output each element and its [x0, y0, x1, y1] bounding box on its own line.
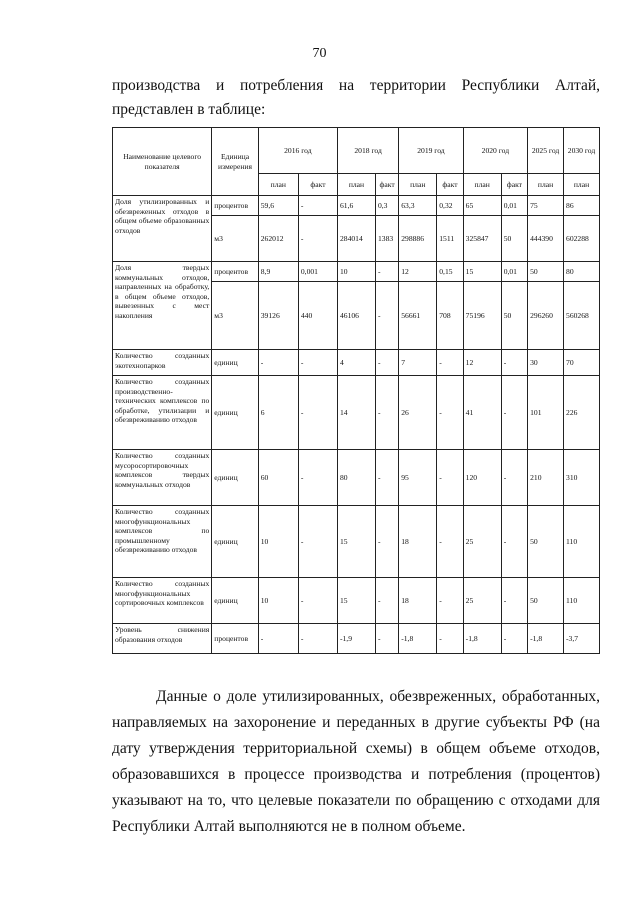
cell-value: 15	[463, 262, 501, 282]
cell-value: -	[375, 506, 398, 578]
subheader-plan: план	[564, 174, 600, 196]
cell-value: 50	[501, 216, 527, 262]
cell-value: -	[501, 376, 527, 450]
cell-value: 110	[564, 578, 600, 624]
col-header-2019: 2019 год	[399, 128, 463, 174]
cell-value: 110	[564, 506, 600, 578]
table-row	[113, 578, 600, 624]
cell-value: -	[501, 350, 527, 376]
cell-value: 226	[564, 376, 600, 450]
subheader-plan: план	[337, 174, 375, 196]
cell-value: 60	[258, 450, 298, 506]
cell-value: 26	[399, 376, 437, 450]
table-row	[113, 350, 600, 376]
cell-value: 50	[528, 262, 564, 282]
col-header-unit: Единица измерения	[212, 128, 258, 196]
row-unit: единиц	[212, 450, 258, 506]
cell-value: -	[501, 450, 527, 506]
cell-value: -	[298, 506, 337, 578]
cell-value: 120	[463, 450, 501, 506]
cell-value: -	[298, 450, 337, 506]
cell-value: -	[258, 624, 298, 654]
cell-value: 101	[528, 376, 564, 450]
cell-value: 0,01	[501, 196, 527, 216]
cell-value: 10	[258, 578, 298, 624]
cell-value: 65	[463, 196, 501, 216]
cell-value: 25	[463, 578, 501, 624]
col-header-2025: 2025 год	[528, 128, 564, 174]
cell-value: -	[437, 450, 463, 506]
cell-value: 1511	[437, 216, 463, 262]
cell-value: -	[501, 506, 527, 578]
row-name: Количество созданных экотехнопарков	[113, 350, 212, 376]
subheader-plan: план	[399, 174, 437, 196]
row-name: Количество созданных многофункциональных сортировочных комплексов	[113, 578, 212, 624]
cell-value: 0,001	[298, 262, 337, 282]
row-unit: м3	[212, 216, 258, 262]
cell-value: 325847	[463, 216, 501, 262]
cell-value: -3,7	[564, 624, 600, 654]
cell-value: 61,6	[337, 196, 375, 216]
cell-value: 50	[528, 578, 564, 624]
cell-value: -	[375, 350, 398, 376]
row-name: Уровень снижения образования отходов	[113, 624, 212, 654]
cell-value: 0,01	[501, 262, 527, 282]
cell-value: 95	[399, 450, 437, 506]
conclusion-text: Данные о доле утилизированных, обезвреженных, обработанных, направляемых на захоронение и переданных в другие субъекты РФ (на дату утверждения территориальной схемы) в общем объеме отходов, образовавшихся в процессе производства и потребления (процентов) указывают на то, что целевые показатели по обращению с отходами для Республики Алтай выполняются не в полном объеме.	[112, 688, 600, 835]
cell-value: 59,6	[258, 196, 298, 216]
table-row	[113, 376, 600, 450]
cell-value: -	[437, 376, 463, 450]
row-unit: единиц	[212, 376, 258, 450]
cell-value: 75	[528, 196, 564, 216]
cell-value: 298886	[399, 216, 437, 262]
row-name: Количество созданных многофункциональных комплексов по промышленному обезвреживанию отходов	[113, 506, 212, 578]
conclusion-paragraph	[112, 684, 600, 840]
cell-value: 12	[399, 262, 437, 282]
row-name: Доля утилизированных и обезвреженных отходов в общем объеме образованных отходов	[113, 196, 212, 262]
cell-value: -	[258, 350, 298, 376]
row-unit: процентов	[212, 624, 258, 654]
row-unit: м3	[212, 282, 258, 350]
cell-value: 56661	[399, 282, 437, 350]
cell-value: 15	[337, 578, 375, 624]
subheader-fact: факт	[437, 174, 463, 196]
cell-value: 0,15	[437, 262, 463, 282]
cell-value: 80	[564, 262, 600, 282]
table-row	[113, 624, 600, 654]
intro-line-2: представлен в таблице:	[112, 101, 266, 118]
cell-value: 4	[337, 350, 375, 376]
table-row	[113, 196, 600, 216]
cell-value: -	[437, 350, 463, 376]
cell-value: 86	[564, 196, 600, 216]
cell-value: -	[375, 578, 398, 624]
cell-value: -	[375, 450, 398, 506]
subheader-fact: факт	[501, 174, 527, 196]
cell-value: 6	[258, 376, 298, 450]
cell-value: -	[375, 282, 398, 350]
cell-value: 18	[399, 578, 437, 624]
row-unit: единиц	[212, 350, 258, 376]
cell-value: 10	[258, 506, 298, 578]
table-header-row	[113, 128, 600, 174]
cell-value: -	[437, 506, 463, 578]
cell-value: 0,3	[375, 196, 398, 216]
cell-value: 18	[399, 506, 437, 578]
subheader-plan: план	[463, 174, 501, 196]
cell-value: 602288	[564, 216, 600, 262]
cell-value: -	[298, 376, 337, 450]
col-header-2020: 2020 год	[463, 128, 527, 174]
subheader-fact: факт	[375, 174, 398, 196]
subheader-fact: факт	[298, 174, 337, 196]
cell-value: -	[298, 578, 337, 624]
cell-value: 30	[528, 350, 564, 376]
intro-paragraph	[112, 74, 600, 122]
cell-value: 7	[399, 350, 437, 376]
cell-value: -	[501, 578, 527, 624]
col-header-indicator: Наименование целевого показателя	[113, 128, 212, 196]
cell-value: -	[298, 216, 337, 262]
col-header-2018: 2018 год	[337, 128, 398, 174]
table-row	[113, 450, 600, 506]
cell-value: 708	[437, 282, 463, 350]
cell-value: -	[501, 624, 527, 654]
cell-value: 444390	[528, 216, 564, 262]
targets-table	[112, 127, 600, 654]
cell-value: 1383	[375, 216, 398, 262]
cell-value: -	[298, 350, 337, 376]
cell-value: 75196	[463, 282, 501, 350]
cell-value: 12	[463, 350, 501, 376]
subheader-plan: план	[258, 174, 298, 196]
cell-value: 63,3	[399, 196, 437, 216]
row-name: Количество созданных мусоросортировочных комплексов твердых коммунальных отходов	[113, 450, 212, 506]
table-row	[113, 262, 600, 282]
cell-value: -	[298, 624, 337, 654]
row-name: Количество созданных производственно-технических комплексов по обработке, утилизации и обезвреживанию отходов	[113, 376, 212, 450]
cell-value: 310	[564, 450, 600, 506]
cell-value: 10	[337, 262, 375, 282]
cell-value: -1,9	[337, 624, 375, 654]
cell-value: 8,9	[258, 262, 298, 282]
cell-value: 440	[298, 282, 337, 350]
cell-value: -	[375, 624, 398, 654]
subheader-plan: план	[528, 174, 564, 196]
cell-value: 70	[564, 350, 600, 376]
cell-value: -	[437, 578, 463, 624]
cell-value: 46106	[337, 282, 375, 350]
row-unit: процентов	[212, 196, 258, 216]
cell-value: 0,32	[437, 196, 463, 216]
cell-value: 15	[337, 506, 375, 578]
cell-value: 39126	[258, 282, 298, 350]
cell-value: 50	[501, 282, 527, 350]
row-unit: единиц	[212, 578, 258, 624]
cell-value: 284014	[337, 216, 375, 262]
table-row	[113, 506, 600, 578]
cell-value: -	[437, 624, 463, 654]
cell-value: -	[298, 196, 337, 216]
col-header-2030: 2030 год	[564, 128, 600, 174]
page-number: 70	[312, 46, 327, 61]
cell-value: 14	[337, 376, 375, 450]
cell-value: 80	[337, 450, 375, 506]
row-name: Доля твердых коммунальных отходов, направленных на обработку, в общем объеме отходов, вывезенных с мест накопления	[113, 262, 212, 350]
cell-value: 41	[463, 376, 501, 450]
cell-value: 262012	[258, 216, 298, 262]
cell-value: 296260	[528, 282, 564, 350]
cell-value: 50	[528, 506, 564, 578]
cell-value: -	[375, 376, 398, 450]
cell-value: -1,8	[399, 624, 437, 654]
cell-value: -1,8	[463, 624, 501, 654]
intro-line-1: производства и потребления на территории Республики Алтай,	[112, 77, 600, 94]
cell-value: 25	[463, 506, 501, 578]
row-unit: единиц	[212, 506, 258, 578]
cell-value: -1,8	[528, 624, 564, 654]
col-header-2016: 2016 год	[258, 128, 337, 174]
cell-value: -	[375, 262, 398, 282]
cell-value: 210	[528, 450, 564, 506]
cell-value: 560268	[564, 282, 600, 350]
row-unit: процентов	[212, 262, 258, 282]
